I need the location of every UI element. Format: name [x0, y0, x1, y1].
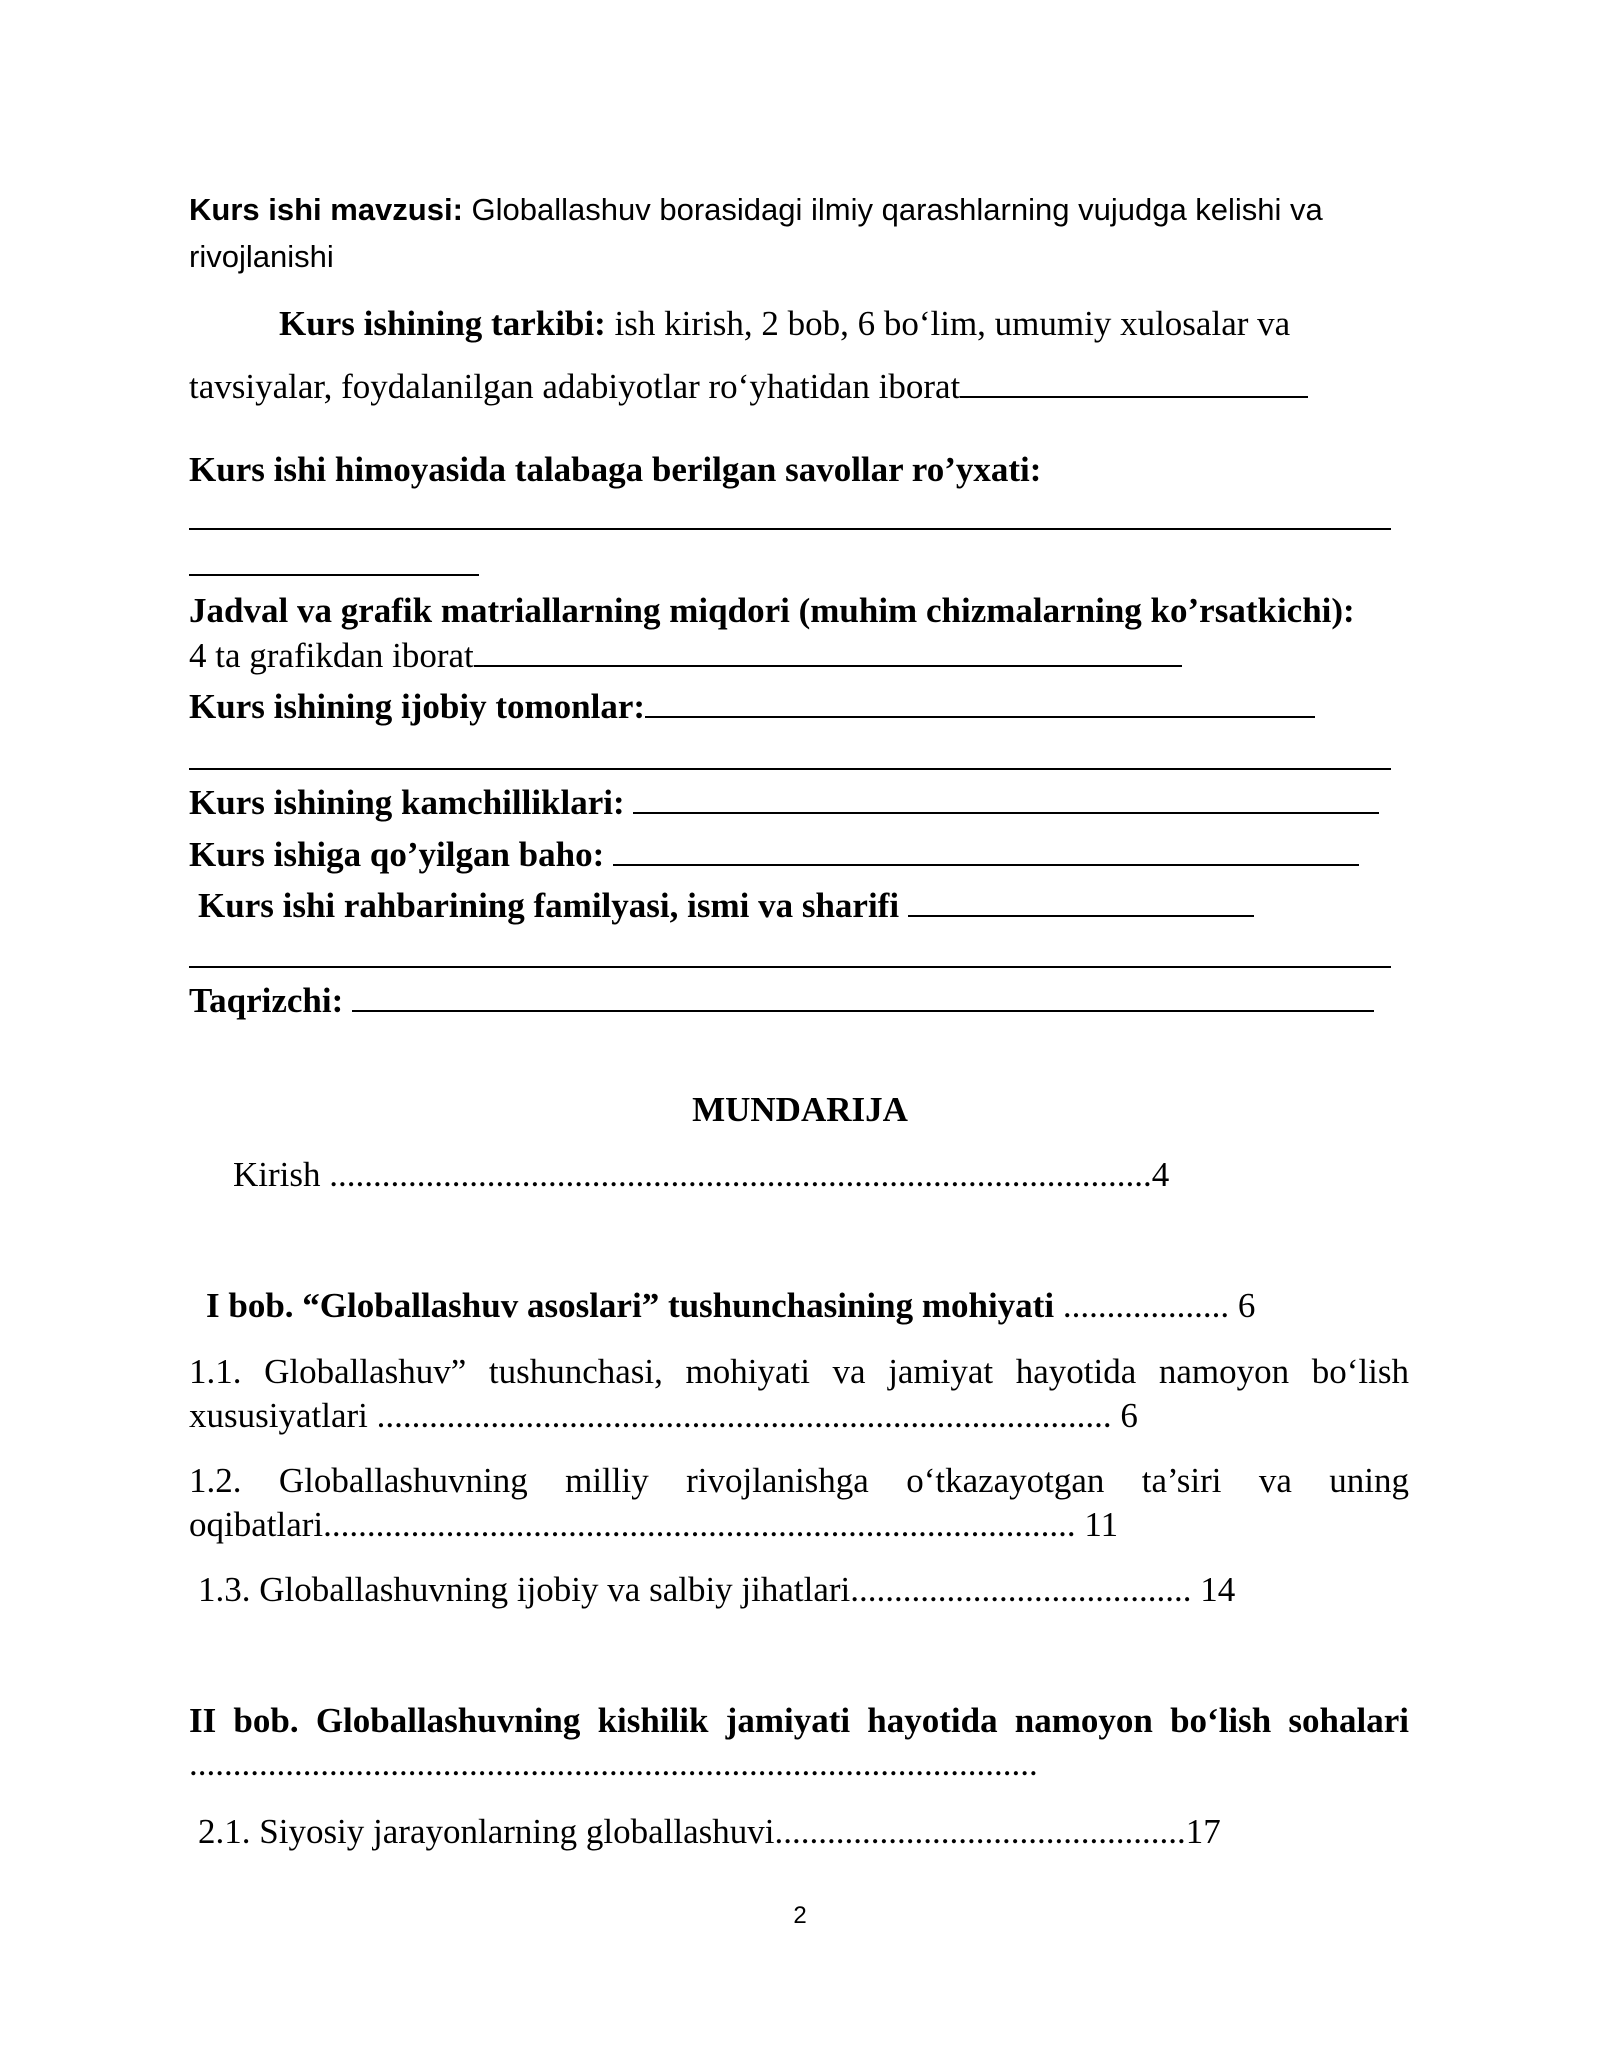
savollar-blank-1	[189, 528, 1391, 530]
toc-section-label: 1.3. Globallashuvning ijobiy va salbiy jihatlari	[198, 1570, 851, 1609]
rahbar-blank-2	[189, 966, 1391, 968]
toc-section-1-3[interactable]	[198, 1568, 1235, 1612]
jadval-value: 4 ta grafikdan iborat	[189, 636, 474, 675]
mavzu-label: Kurs ishi mavzusi:	[189, 192, 463, 227]
tarkib-text: ish kirish, 2 bob, 6 bo‘lim, umumiy xulosalar va	[614, 304, 1291, 343]
taqrizchi-blank	[352, 980, 1374, 1012]
tarkib-line-2	[189, 365, 1308, 409]
toc-page-number: 6	[1120, 1396, 1138, 1435]
ijobiy-blank	[645, 686, 1315, 718]
toc-leader-dots: ..............................................................................................	[329, 1155, 1152, 1194]
toc-bob-2-dots: .................................................................................................	[189, 1744, 1038, 1783]
toc-section-label: oqibatlari	[189, 1505, 324, 1544]
toc-leader-dots: ...................	[1054, 1286, 1230, 1325]
jadval-blank	[474, 635, 1182, 667]
toc-leader-dots: .......................................	[850, 1570, 1192, 1609]
page-number: 2	[793, 1902, 807, 1929]
jadval-heading	[189, 589, 1355, 633]
ijobiy-line	[189, 685, 1315, 729]
taqrizchi-line	[189, 979, 1374, 1023]
ijobiy-label: Kurs ishining ijobiy tomonlar:	[189, 687, 646, 726]
toc-section-2-1[interactable]	[198, 1810, 1221, 1854]
baho-label: Kurs ishiga qo’yilgan baho:	[189, 835, 605, 874]
toc-page-number: 4	[1151, 1155, 1170, 1194]
toc-kirish[interactable]	[233, 1153, 1169, 1197]
toc-leader-dots: ....................................................................................	[367, 1396, 1112, 1435]
tarkib-text-2: tavsiyalar, foydalanilgan adabiyotlar ro‘yhatidan iborat	[189, 367, 961, 406]
baho-blank	[613, 834, 1359, 866]
toc-page-number: 17	[1185, 1812, 1221, 1851]
baho-line	[189, 833, 1359, 877]
toc-bob-1[interactable]	[206, 1284, 1255, 1328]
tarkib-line-1	[279, 302, 1290, 346]
tarkib-blank	[960, 366, 1308, 398]
toc-section-1-2-line-1[interactable]: 1.2. Globallashuvning milliy rivojlanishga o‘tkazayotgan ta’siri va uning	[189, 1461, 1409, 1500]
rahbar-line	[198, 884, 1254, 928]
toc-page-number: 11	[1084, 1505, 1119, 1544]
kamchilik-blank	[633, 782, 1379, 814]
jadval-label: Jadval va grafik matriallarning miqdori (muhim chizmalarning ko’rsatkichi):	[189, 591, 1355, 630]
toc-page-number: 6	[1237, 1286, 1256, 1325]
toc-heading-text: MUNDARIJA	[692, 1090, 908, 1129]
toc-section-label: xususiyatlari	[189, 1396, 368, 1435]
taqrizchi-label: Taqrizchi:	[189, 981, 344, 1020]
toc-section-1-1-line-1[interactable]: 1.1. Globallashuv” tushunchasi, mohiyati va jamiyat hayotida namoyon bo‘lish	[189, 1352, 1409, 1391]
toc-heading	[0, 1088, 1600, 1132]
rahbar-label: Kurs ishi rahbarining familyasi, ismi va sharifi	[198, 886, 900, 925]
savollar-label: Kurs ishi himoyasida talabaga berilgan savollar ro’yxati:	[189, 450, 1042, 489]
mavzu-line-1	[189, 188, 1323, 232]
ijobiy-blank-2	[189, 768, 1391, 770]
toc-section-1-1-line-2[interactable]	[189, 1394, 1138, 1438]
toc-leader-dots: ......................................................................................	[323, 1505, 1076, 1544]
toc-section-label: 2.1. Siyosiy jarayonlarning globallashuvi	[198, 1812, 775, 1851]
toc-bob-2[interactable]: II bob. Globallashuvning kishilik jamiyati hayotida namoyon bo‘lish sohalari	[189, 1701, 1409, 1740]
toc-page-number: 14	[1200, 1570, 1236, 1609]
savollar-heading	[189, 448, 1041, 492]
tarkib-label: Kurs ishining tarkibi:	[279, 304, 606, 343]
rahbar-blank	[908, 885, 1254, 917]
savollar-blank-2	[189, 574, 479, 576]
toc-kirish-label: Kirish	[233, 1155, 330, 1194]
kamchilik-label: Kurs ishining kamchilliklari:	[189, 783, 625, 822]
toc-section-1-2-line-2[interactable]	[189, 1503, 1118, 1547]
jadval-value-line	[189, 634, 1182, 678]
mavzu-line-2: rivojlanishi	[189, 239, 334, 274]
kamchilik-line	[189, 781, 1379, 825]
mavzu-text: Globallashuv borasidagi ilmiy qarashlarning vujudga kelishi va	[471, 192, 1323, 227]
toc-leader-dots: ...............................................	[774, 1812, 1186, 1851]
toc-bob-1-label: I bob. “Globallashuv asoslari” tushunchasining mohiyati	[206, 1286, 1055, 1325]
